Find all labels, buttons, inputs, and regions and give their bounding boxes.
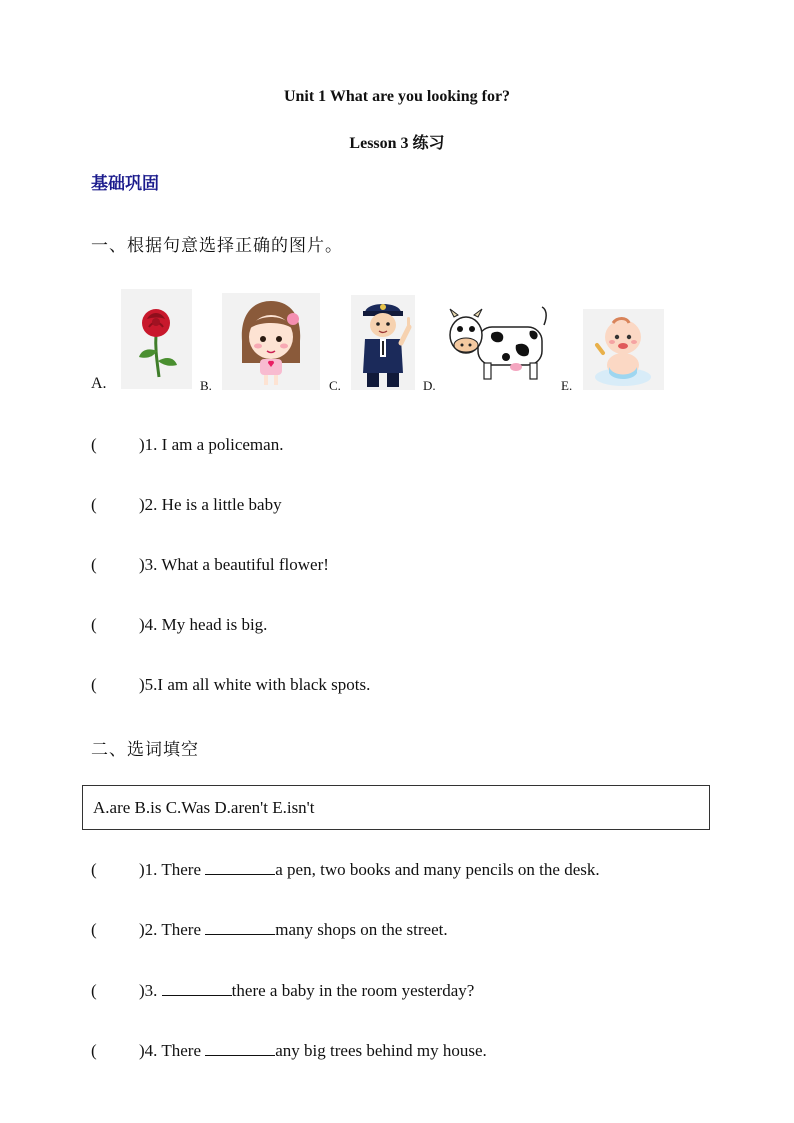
cow-icon	[444, 305, 552, 385]
option-e-label: E.	[561, 378, 573, 393]
cow-image	[444, 305, 552, 385]
policeman-icon	[351, 295, 415, 390]
fill-blank[interactable]	[205, 1041, 275, 1056]
lesson-subtitle: Lesson 3 练习	[349, 135, 445, 152]
question-suffix: a pen, two books and many pencils on the desk.	[275, 860, 600, 879]
option-b-label: B.	[200, 378, 212, 393]
answer-paren[interactable]: (	[91, 555, 97, 574]
baby-icon	[583, 309, 664, 390]
part1-question-5	[91, 675, 370, 695]
part1-question-1	[91, 435, 283, 455]
answer-paren[interactable]: (	[91, 860, 97, 879]
question-text: )1. I am a policeman.	[139, 435, 284, 454]
part1-question-2	[91, 495, 282, 515]
fill-blank[interactable]	[162, 981, 232, 996]
part2-question-2	[91, 920, 448, 940]
question-text: )3. What a beautiful flower!	[139, 555, 329, 574]
question-suffix: there a baby in the room yesterday?	[231, 981, 475, 1000]
part2-question-4	[91, 1041, 487, 1061]
question-text: )4. My head is big.	[139, 615, 268, 634]
part1-instruction: 一、根据句意选择正确的图片。	[91, 236, 343, 256]
fill-blank[interactable]	[205, 920, 275, 935]
question-prefix: )2. There	[139, 920, 206, 939]
rose-icon	[121, 289, 192, 389]
worksheet-title: Unit 1 What are you looking for?	[283, 88, 511, 105]
rose-image	[121, 289, 192, 389]
part2-instruction: 二、选词填空	[91, 740, 199, 760]
policeman-image	[351, 295, 415, 390]
word-bank: A.are B.is C.Was D.aren't E.isn't	[82, 785, 710, 830]
fill-blank[interactable]	[205, 860, 275, 875]
girl-image	[222, 293, 320, 390]
answer-paren[interactable]: (	[91, 675, 97, 694]
girl-icon	[222, 293, 320, 390]
part1-question-4	[91, 615, 267, 635]
part1-question-3	[91, 555, 329, 575]
question-suffix: any big trees behind my house.	[275, 1041, 487, 1060]
answer-paren[interactable]: (	[91, 1041, 97, 1060]
answer-paren[interactable]: (	[91, 981, 97, 1000]
section-label: 基础巩固	[91, 174, 159, 193]
question-prefix: )1. There	[139, 860, 206, 879]
answer-paren[interactable]: (	[91, 920, 97, 939]
question-suffix: many shops on the street.	[275, 920, 448, 939]
question-prefix: )4. There	[139, 1041, 206, 1060]
answer-paren[interactable]: (	[91, 435, 97, 454]
part2-question-1	[91, 860, 600, 880]
question-prefix: )3.	[139, 981, 162, 1000]
option-d-label: D.	[423, 378, 436, 393]
answer-paren[interactable]: (	[91, 615, 97, 634]
question-text: )5.I am all white with black spots.	[139, 675, 371, 694]
baby-image	[583, 309, 664, 390]
answer-paren[interactable]: (	[91, 495, 97, 514]
part2-question-3	[91, 981, 474, 1001]
option-a-label: A.	[91, 375, 107, 392]
question-text: )2. He is a little baby	[139, 495, 282, 514]
option-c-label: C.	[329, 378, 341, 393]
